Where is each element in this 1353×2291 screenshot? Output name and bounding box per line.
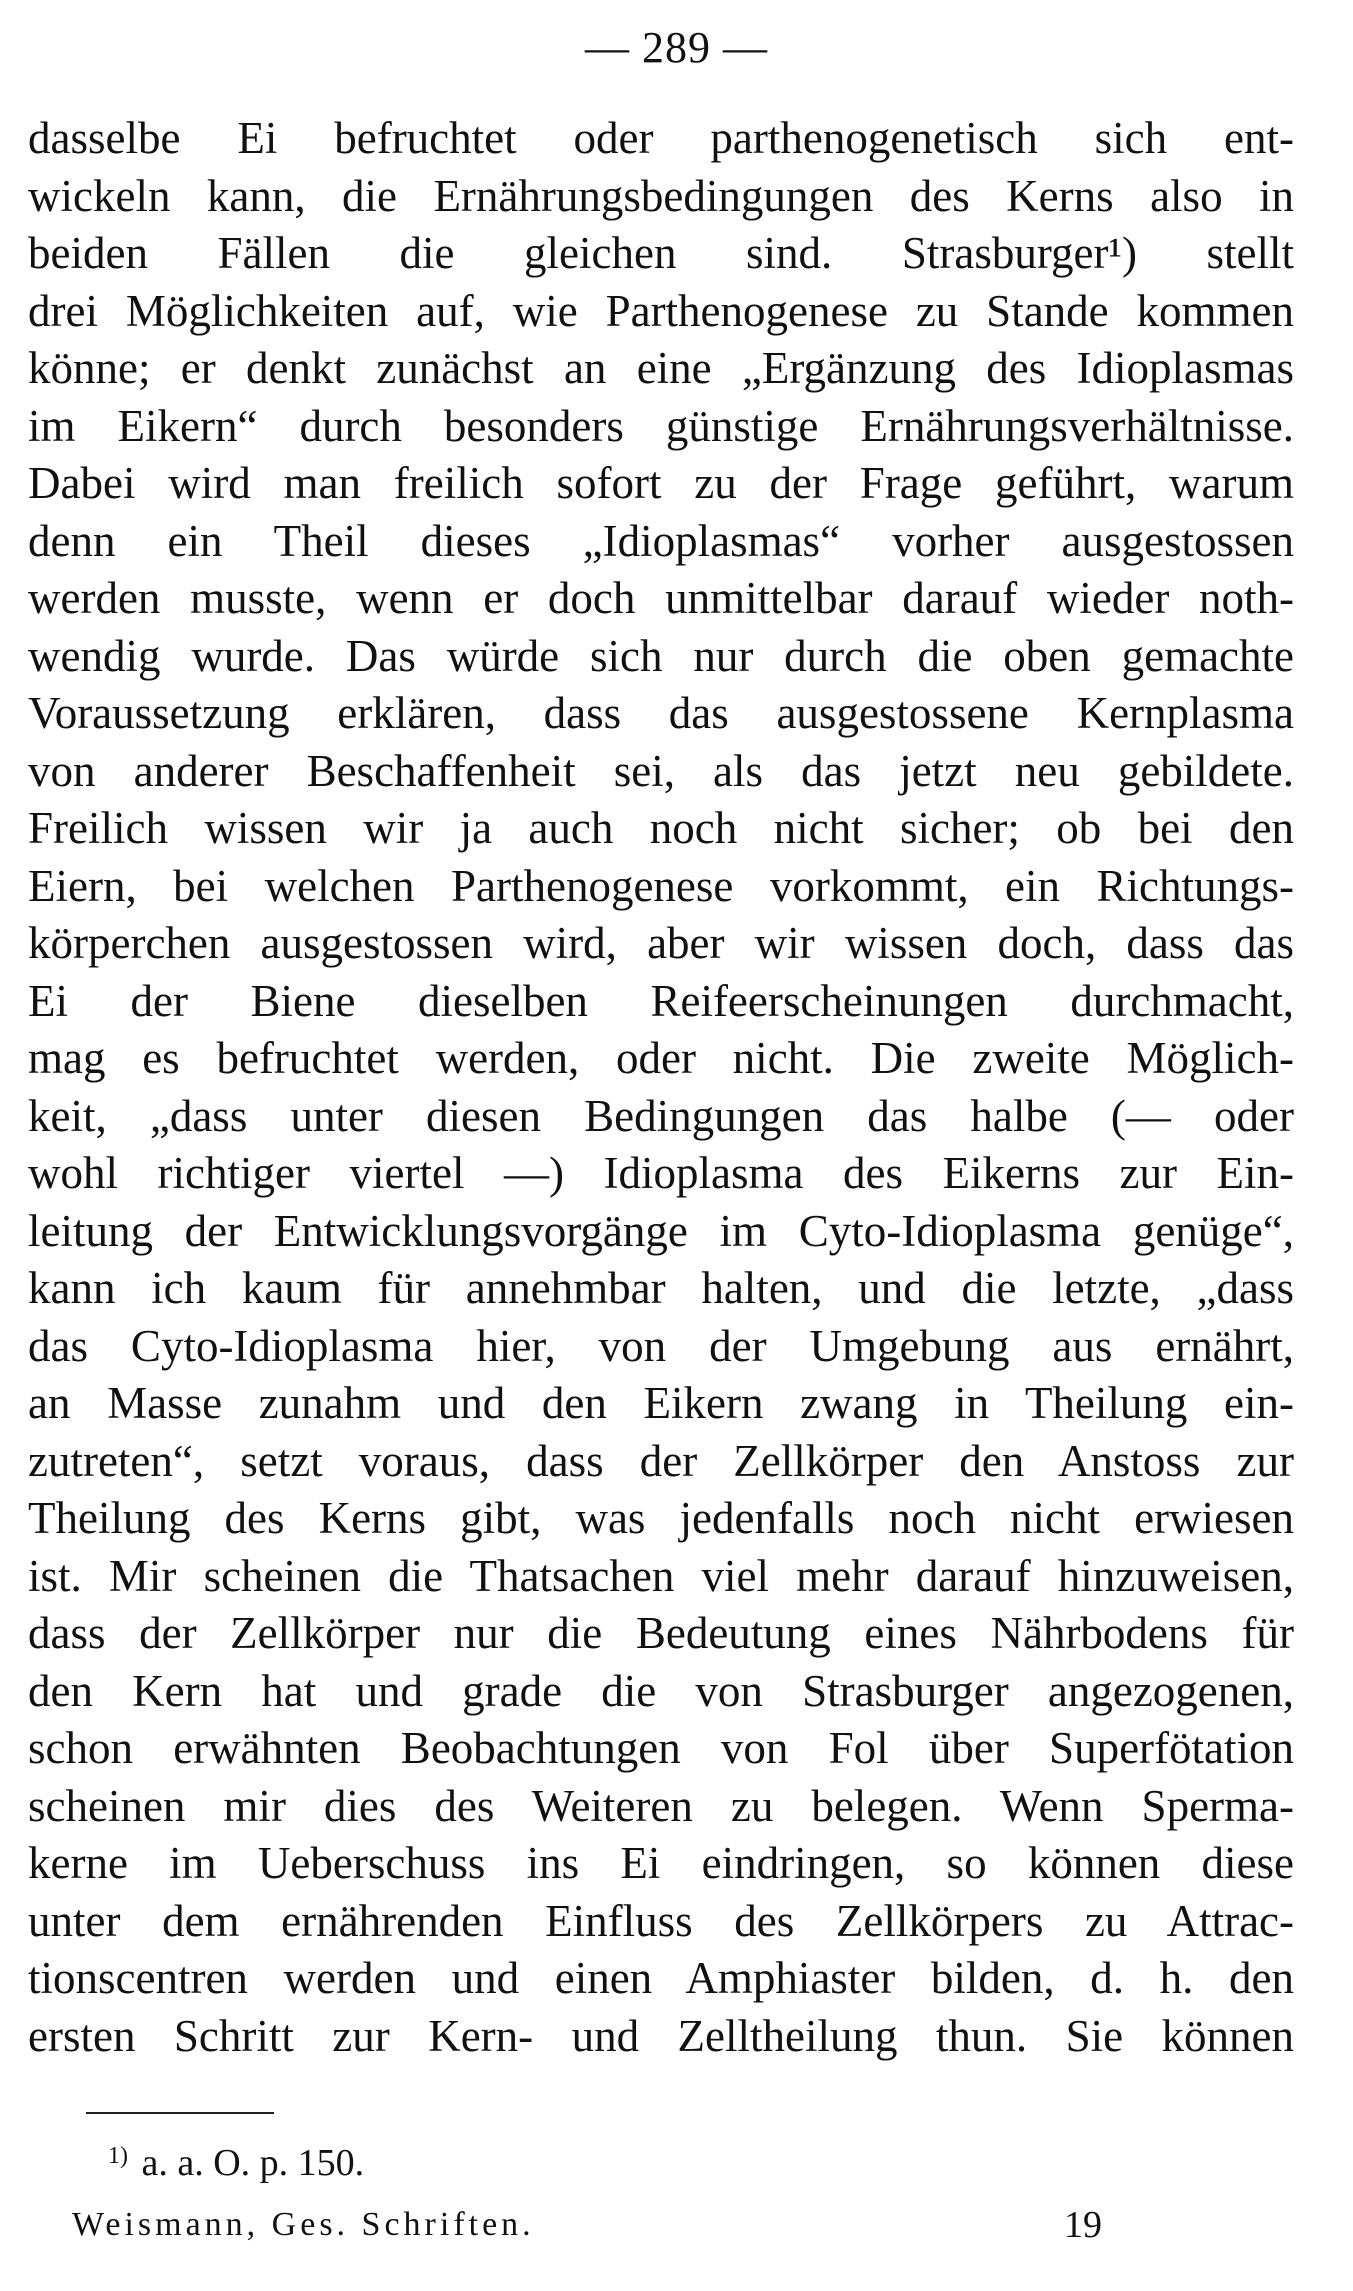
text-line: werden musste, wenn er doch unmittelbar darauf wieder noth-: [28, 573, 1294, 623]
text-line: Voraussetzung erklären, dass das ausgestossene Kernplasma: [28, 688, 1294, 738]
footnote-rule: [86, 2112, 274, 2114]
text-line: ersten Schritt zur Kern- und Zelltheilung thun. Sie können: [28, 2010, 1294, 2061]
text-line: leitung der Entwicklungsvorgänge im Cyto-Idioplasma genüge“,: [28, 1205, 1294, 1256]
text-line: ist. Mir scheinen die Thatsachen viel mehr darauf hinzuweisen,: [28, 1550, 1294, 1601]
text-line: drei Möglichkeiten auf, wie Parthenogenese zu Stande kommen: [28, 285, 1294, 336]
page-number: — 289 —: [585, 23, 768, 72]
footnote-marker: 1): [108, 2143, 128, 2169]
text-line: dasselbe Ei befruchtet oder parthenogenetisch sich ent-: [28, 113, 1294, 163]
footnote: [108, 2134, 364, 2185]
text-line: von anderer Beschaffenheit sei, als das jetzt neu gebildete.: [28, 745, 1294, 796]
text-line: körperchen ausgestossen wird, aber wir wissen doch, dass das: [28, 918, 1294, 968]
text-line: den Kern hat und grade die von Strasburger angezogenen,: [28, 1665, 1294, 1716]
text-line: Ei der Biene dieselben Reifeerscheinungen durchmacht,: [28, 975, 1294, 1026]
text-line: Eiern, bei welchen Parthenogenese vorkommt, ein Richtungs-: [28, 860, 1294, 911]
text-line: beiden Fällen die gleichen sind. Strasburger¹) stellt: [28, 228, 1294, 278]
text-line: scheinen mir dies des Weiteren zu belegen. Wenn Sperma-: [28, 1780, 1294, 1831]
text-line: das Cyto-Idioplasma hier, von der Umgebung aus ernährt,: [28, 1320, 1294, 1371]
text-line: wohl richtiger viertel —) Idioplasma des Eikerns zur Ein-: [28, 1148, 1294, 1198]
text-line: mag es befruchtet werden, oder nicht. Die zweite Möglich-: [28, 1033, 1294, 1083]
footnote-text: a. a. O. p. 150.: [141, 2142, 365, 2184]
text-line: könne; er denkt zunächst an eine „Ergänzung des Idioplasmas: [28, 343, 1294, 393]
text-line: Freilich wissen wir ja auch noch nicht sicher; ob bei den: [28, 803, 1294, 853]
text-line: keit, „dass unter diesen Bedingungen das halbe (— oder: [28, 1090, 1294, 1141]
text-line: im Eikern“ durch besonders günstige Ernährungsverhältnisse.: [28, 400, 1294, 451]
text-line: tionscentren werden und einen Amphiaster bilden, d. h. den: [28, 1953, 1294, 2003]
text-line: Theilung des Kerns gibt, was jedenfalls noch nicht erwiesen: [28, 1493, 1294, 1543]
signature-line: [72, 2203, 1102, 2247]
text-line: wickeln kann, die Ernährungsbedingungen des Kerns also in: [28, 170, 1294, 221]
text-line: kerne im Ueberschuss ins Ei eindringen, so können diese: [28, 1838, 1294, 1888]
text-line: kann ich kaum für annehmbar halten, und die letzte, „dass: [28, 1263, 1294, 1313]
text-line: schon erwähnten Beobachtungen von Fol über Superfötation: [28, 1723, 1294, 1773]
text-line: unter dem ernährenden Einfluss des Zellkörpers zu Attrac-: [28, 1895, 1294, 1946]
text-line: an Masse zunahm und den Eikern zwang in Theilung ein-: [28, 1378, 1294, 1428]
text-line: zutreten“, setzt voraus, dass der Zellkörper den Anstoss zur: [28, 1435, 1294, 1486]
text-line: denn ein Theil dieses „Idioplasmas“ vorher ausgestossen: [28, 515, 1294, 566]
text-line: wendig wurde. Das würde sich nur durch die oben gemachte: [28, 630, 1294, 681]
signature-author: Weismann, Ges. Schriften.: [72, 2206, 535, 2243]
body-text: [28, 110, 1294, 2065]
text-line: dass der Zellkörper nur die Bedeutung eines Nährbodens für: [28, 1608, 1294, 1658]
text-line: Dabei wird man freilich sofort zu der Frage geführt, warum: [28, 458, 1294, 508]
signature-sheet-number: 19: [1064, 2204, 1102, 2246]
